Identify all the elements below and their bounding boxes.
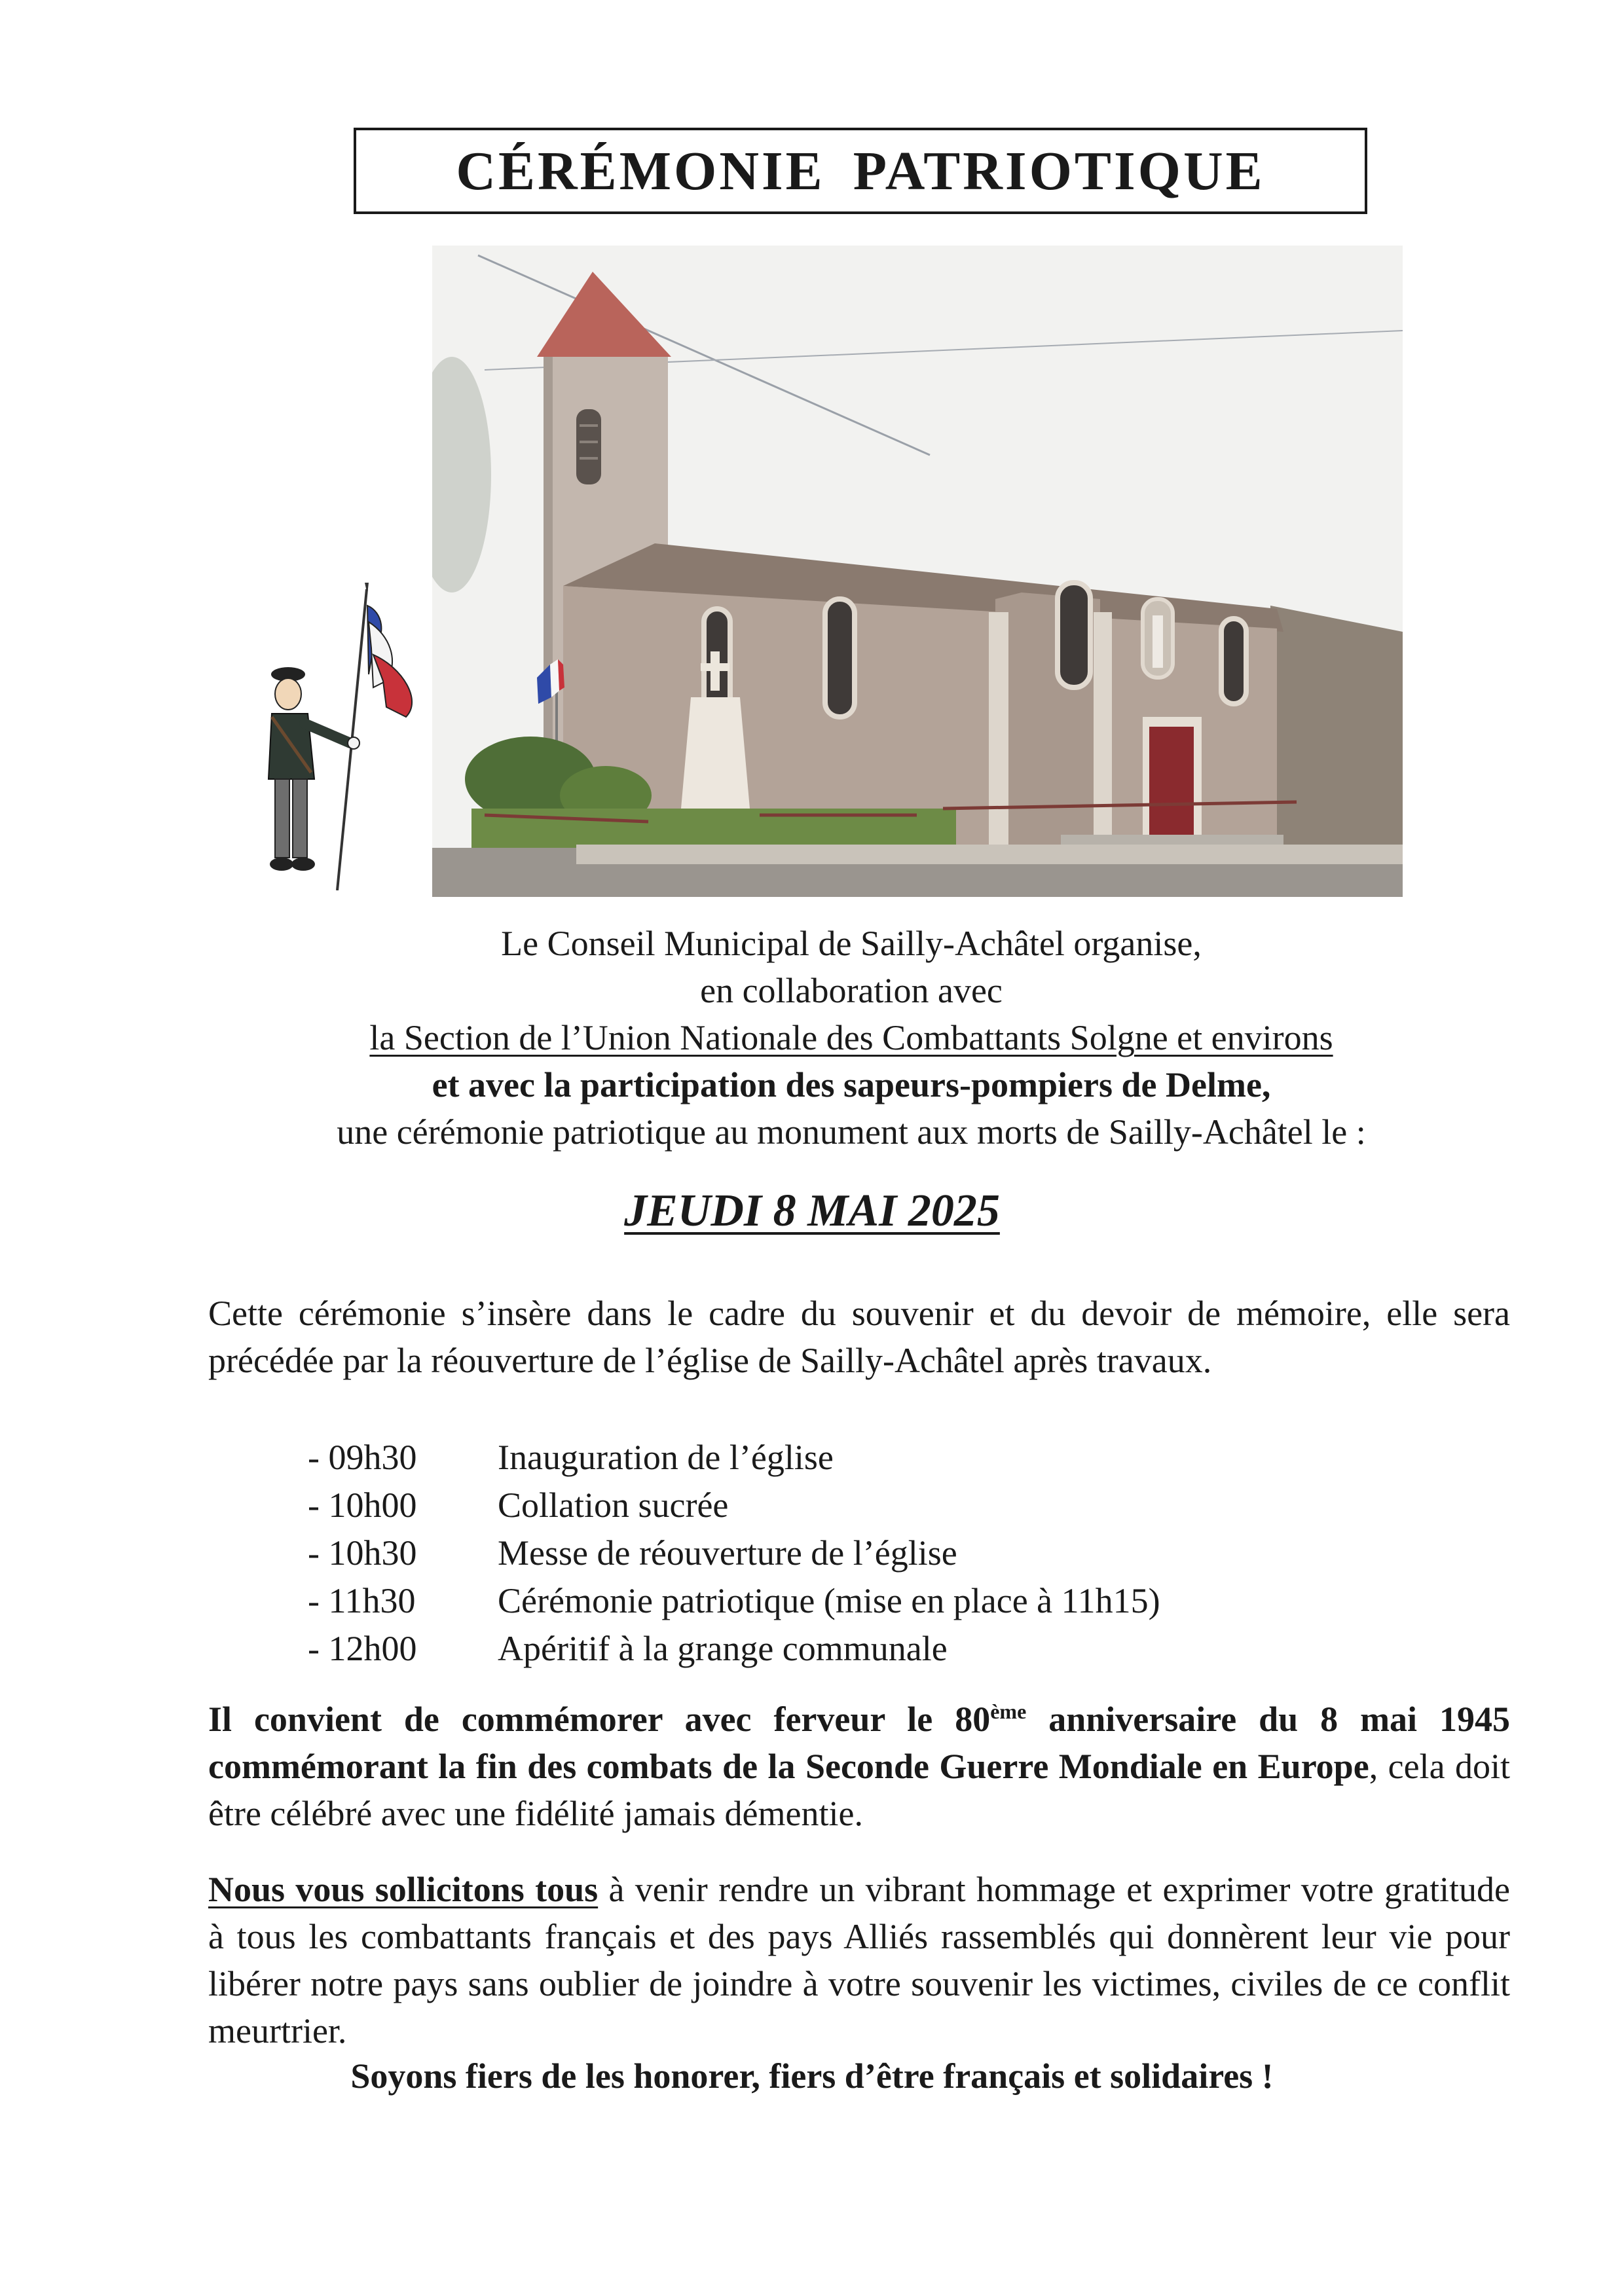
page-title: CÉRÉMONIE PATRIOTIQUE (456, 140, 1265, 202)
schedule-item (308, 1482, 1160, 1529)
schedule-time: - 11h30 (308, 1581, 416, 1620)
schedule-label: Inauguration de l’église (498, 1438, 834, 1477)
schedule-label: Apéritif à la grange communale (498, 1629, 948, 1668)
paragraph-anniversary (208, 1696, 1510, 1837)
schedule-label: Collation sucrée (498, 1485, 729, 1525)
tower-louvre (576, 409, 601, 484)
soldier-head (275, 678, 301, 710)
paragraph-invitation (208, 1866, 1510, 2054)
window (1221, 619, 1246, 704)
invitation-rest: à venir rendre un vibrant hommage et exprimer votre gratitude à tous les combattants français et des pays Alliés rassemblés qui donnèrent leur vie pour libérer notre pays sans oublier de joindre à votre souvenir les victimes, civiles de ce conflit meurtrier. (208, 1870, 1510, 2050)
schedule-time: - 10h00 (308, 1485, 417, 1525)
schedule-label: Cérémonie patriotique (mise en place à 11h15) (498, 1581, 1160, 1620)
schedule-time: - 09h30 (308, 1438, 417, 1477)
intro-line-2: en collaboration avec (700, 971, 1003, 1010)
schedule-label: Messe de réouverture de l’église (498, 1533, 957, 1573)
window (825, 599, 855, 717)
schedule-item (308, 1434, 1160, 1482)
schedule-list (308, 1434, 1160, 1673)
intro-line-5: une cérémonie patriotique au monument aux morts de Sailly-Achâtel le : (337, 1112, 1366, 1152)
intro-text (164, 920, 1539, 1156)
church-door (1149, 727, 1194, 841)
closing-line: Soyons fiers de les honorer, fiers d’être français et solidaires ! (350, 2056, 1274, 2096)
event-date-row (0, 1185, 1624, 1237)
anniversary-bold-a: Il convient de commémorer avec ferveur le 80 (208, 1700, 991, 1739)
title-box (354, 128, 1367, 214)
anniversary-normal: , cela doit être célébré avec une fidélité jamais démentie. (208, 1747, 1510, 1833)
paragraph-intro: Cette cérémonie s’insère dans le cadre du souvenir et du devoir de mémoire, elle sera précédée par la réouverture de l’église de Sailly-Achâtel après travaux. (208, 1294, 1510, 1380)
intro-line-1: Le Conseil Municipal de Sailly-Achâtel organise, (501, 924, 1202, 963)
schedule-time: - 12h00 (308, 1629, 417, 1668)
anniversary-sup: ème (990, 1700, 1027, 1723)
schedule-time: - 10h30 (308, 1533, 417, 1573)
schedule-item (308, 1625, 1160, 1673)
window (1058, 583, 1090, 687)
side-building (1270, 606, 1403, 861)
flag-bearer-illustration (252, 576, 449, 890)
intro-line-4: et avec la participation des sapeurs-pompiers de Delme, (432, 1065, 1271, 1104)
anniversary-bold-b: anniversaire du 8 mai 1945 commémorant la fin des combats de la Seconde Guerre Mondiale en Europe (208, 1700, 1510, 1786)
schedule-item (308, 1577, 1160, 1625)
invitation-lead: Nous vous sollicitons tous (208, 1870, 599, 1909)
intro-line-3: la Section de l’Union Nationale des Combattants Solgne et environs (369, 1018, 1333, 1057)
war-memorial (681, 697, 750, 809)
church-photo (432, 246, 1403, 897)
schedule-item (308, 1529, 1160, 1577)
event-date: JEUDI 8 MAI 2025 (624, 1186, 1000, 1236)
